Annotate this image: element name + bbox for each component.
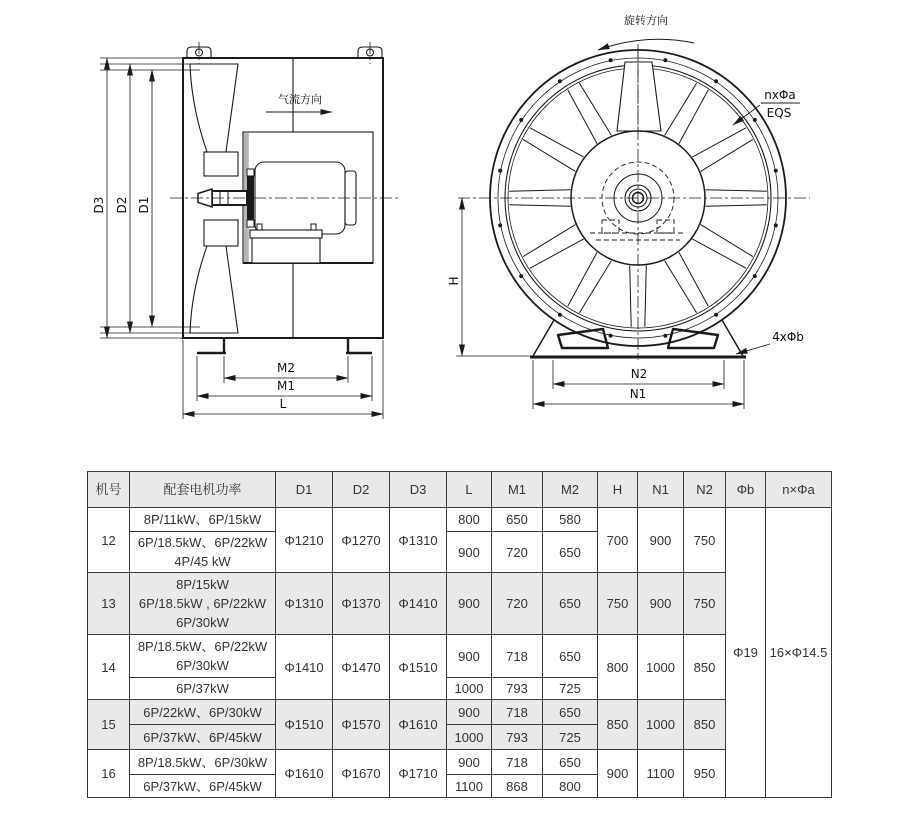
rotation-arrow	[598, 39, 694, 50]
dim-label-n1: N1	[629, 387, 647, 401]
flange-bolt-hole	[753, 118, 757, 122]
cell-d3: Φ1610	[390, 700, 447, 750]
cell-n2: 950	[684, 750, 726, 798]
cell-l: 900	[447, 532, 492, 573]
cell-h: 700	[598, 508, 638, 573]
cell-model: 14	[88, 635, 130, 700]
dim-label-h: H	[447, 276, 461, 286]
flange-bolt-hole	[498, 169, 502, 173]
cell-m2: 725	[543, 678, 598, 700]
column-header: N1	[638, 472, 684, 508]
flange-note-top: nxΦa	[764, 88, 796, 102]
cell-d3: Φ1710	[390, 750, 447, 798]
table-row	[88, 750, 832, 775]
flange-bolt-hole	[774, 169, 778, 173]
column-header: 机号	[88, 472, 130, 508]
cell-m2: 650	[543, 635, 598, 678]
dim-label-m2: M2	[277, 361, 295, 375]
impeller-hub-lower	[204, 220, 238, 246]
cell-m1: 720	[492, 573, 543, 635]
flange-bolt-hole	[519, 118, 523, 122]
mounting-feet	[197, 338, 372, 353]
cell-m1: 868	[492, 775, 543, 798]
cell-d1: Φ1210	[276, 508, 333, 573]
cell-l: 1000	[447, 725, 492, 750]
cell-m2: 725	[543, 725, 598, 750]
cell-model: 16	[88, 750, 130, 798]
cell-m1: 718	[492, 635, 543, 678]
spec-table	[87, 471, 832, 798]
motor-support	[252, 238, 320, 263]
cell-n2: 850	[684, 700, 726, 750]
flange-bolt-hole	[714, 79, 718, 83]
flange-bolt-hole	[558, 313, 562, 317]
cell-h: 900	[598, 750, 638, 798]
cell-m1: 718	[492, 700, 543, 725]
column-header: M1	[492, 472, 543, 508]
cell-h: 750	[598, 573, 638, 635]
spec-table-header	[88, 472, 832, 508]
cell-n1: 900	[638, 508, 684, 573]
foot-hole-note	[736, 330, 804, 354]
dim-label-d3: D3	[92, 196, 106, 214]
cell-d1: Φ1410	[276, 635, 333, 700]
cell-motor-power: 6P/37kW、6P/45kW	[130, 775, 276, 798]
cell-d2: Φ1670	[333, 750, 390, 798]
cell-n-phi-a: 16×Φ14.5	[766, 508, 832, 798]
blade-top	[617, 62, 661, 131]
cell-m1: 793	[492, 725, 543, 750]
cell-d1: Φ1510	[276, 700, 333, 750]
cell-phi-b: Φ19	[726, 508, 766, 798]
cell-m2: 650	[543, 750, 598, 775]
dim-label-m1: M1	[277, 379, 295, 393]
cell-m2: 800	[543, 775, 598, 798]
impeller-hub-upper	[204, 152, 238, 176]
dim-label-n2: N2	[630, 367, 648, 381]
cell-n1: 1100	[638, 750, 684, 798]
cell-d1: Φ1610	[276, 750, 333, 798]
table-row	[88, 700, 832, 725]
cell-n2: 850	[684, 635, 726, 700]
dim-label-d1: D1	[137, 196, 151, 214]
cell-d1: Φ1310	[276, 573, 333, 635]
cell-d3: Φ1410	[390, 573, 447, 635]
foot-note-label: 4xΦb	[772, 330, 804, 344]
cell-d2: Φ1270	[333, 508, 390, 573]
cell-l: 1100	[447, 775, 492, 798]
cell-l: 1000	[447, 678, 492, 700]
cell-m2: 650	[543, 573, 598, 635]
cell-motor-power: 8P/18.5kW、6P/30kW	[130, 750, 276, 775]
cell-l: 800	[447, 508, 492, 532]
cell-n1: 1000	[638, 700, 684, 750]
column-header: L	[447, 472, 492, 508]
flange-bolt-hole	[498, 223, 502, 227]
cell-d3: Φ1510	[390, 635, 447, 700]
column-header: N2	[684, 472, 726, 508]
cell-n1: 1000	[638, 635, 684, 700]
table-row	[88, 573, 832, 635]
cell-m1: 718	[492, 750, 543, 775]
cell-m1: 793	[492, 678, 543, 700]
cell-h: 800	[598, 635, 638, 700]
flange-bolt-hole	[609, 58, 613, 62]
impeller-blade-upper	[190, 64, 238, 152]
column-header: D3	[390, 472, 447, 508]
cell-l: 900	[447, 635, 492, 678]
cell-h: 850	[598, 700, 638, 750]
cell-l: 900	[447, 573, 492, 635]
rotation-direction-label: 旋转方向	[624, 14, 668, 27]
cell-l: 900	[447, 750, 492, 775]
cell-motor-power: 8P/15kW 6P/18.5kW , 6P/22kW 6P/30kW	[130, 573, 276, 635]
airflow-direction-label: 气流方向	[278, 93, 322, 106]
flange-bolt-hole	[663, 58, 667, 62]
cell-m2: 650	[543, 700, 598, 725]
dim-label-l: L	[279, 397, 287, 411]
cell-d3: Φ1310	[390, 508, 447, 573]
cell-model: 12	[88, 508, 130, 573]
flange-bolt-hole	[663, 334, 667, 338]
base-slot-left	[558, 329, 608, 348]
motor-rail	[250, 230, 322, 238]
impeller-blade-lower	[190, 246, 238, 333]
column-header: H	[598, 472, 638, 508]
flange-bolt-hole	[558, 79, 562, 83]
column-header: Φb	[726, 472, 766, 508]
cell-motor-power: 6P/22kW、6P/30kW	[130, 700, 276, 725]
flange-bolt-hole	[609, 334, 613, 338]
column-header: M2	[543, 472, 598, 508]
cell-m1: 720	[492, 532, 543, 573]
flange-bolt-hole	[753, 274, 757, 278]
cell-model: 13	[88, 573, 130, 635]
table-row	[88, 508, 832, 532]
cell-m2: 650	[543, 532, 598, 573]
cell-motor-power: 8P/18.5kW、6P/22kW 6P/30kW	[130, 635, 276, 678]
column-header: D2	[333, 472, 390, 508]
base-slot-right	[668, 329, 718, 348]
cell-l: 900	[447, 700, 492, 725]
cell-motor-power: 6P/18.5kW、6P/22kW 4P/45 kW	[130, 532, 276, 573]
cell-motor-power: 8P/11kW、6P/15kW	[130, 508, 276, 532]
cell-d2: Φ1570	[333, 700, 390, 750]
cell-model: 15	[88, 700, 130, 750]
side-view-drawing	[92, 42, 398, 419]
column-header: 配套电机功率	[130, 472, 276, 508]
column-header: D1	[276, 472, 333, 508]
cell-m1: 650	[492, 508, 543, 532]
flange-bolt-hole	[519, 274, 523, 278]
cell-motor-power: 6P/37kW	[130, 678, 276, 700]
flange-bolt-hole	[714, 313, 718, 317]
column-header: n×Φa	[766, 472, 832, 508]
base-side-left	[533, 320, 554, 356]
cell-d2: Φ1470	[333, 635, 390, 700]
flange-bolt-hole	[774, 223, 778, 227]
dim-label-d2: D2	[115, 196, 129, 214]
cell-motor-power: 6P/37kW、6P/45kW	[130, 725, 276, 750]
table-row	[88, 635, 832, 678]
base-side-right	[722, 320, 743, 356]
cell-n2: 750	[684, 573, 726, 635]
flange-note-bottom: EQS	[766, 106, 792, 120]
spec-table-body	[88, 508, 832, 798]
cell-n1: 900	[638, 573, 684, 635]
cell-m2: 580	[543, 508, 598, 532]
cell-n2: 750	[684, 508, 726, 573]
cell-d2: Φ1370	[333, 573, 390, 635]
front-view-drawing	[447, 13, 810, 409]
